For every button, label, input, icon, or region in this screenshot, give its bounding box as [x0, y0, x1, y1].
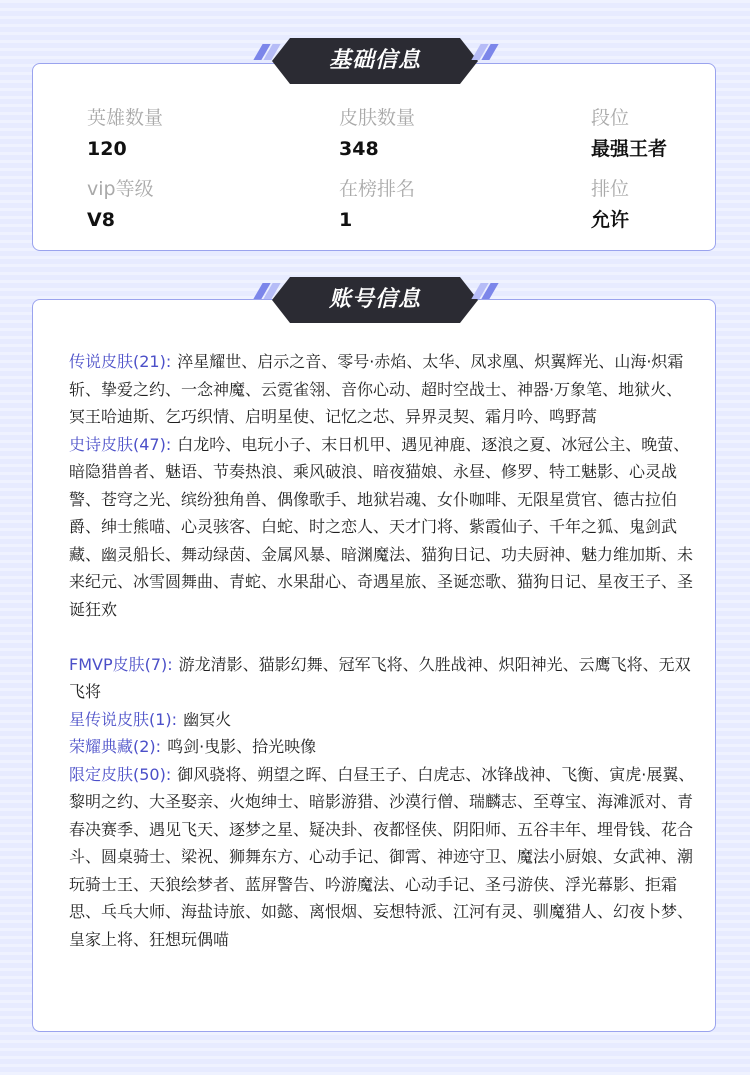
fmvp-skins-section	[69, 651, 695, 706]
section-heading: 限定皮肤(50):	[69, 764, 172, 784]
skin-list: 鸣剑·曳影、拾光映像	[167, 737, 317, 756]
skin-list: 淬星耀世、启示之音、零号·赤焰、太华、凤求凰、炽翼辉光、山海·炽霜斩、挚爱之约、一念神魔、云霓雀翎、音你心动、超时空战士、神器·万象笔、地狱火、冥王哈迪斯、乞巧织情、启明星使、记忆之芯、异界灵契、霜月吟、鸣野蒿	[69, 352, 684, 426]
stat-hero-count	[87, 104, 287, 163]
section-spacer	[69, 623, 695, 651]
limited-skins-section	[69, 761, 695, 954]
stat-label: 排位	[591, 178, 630, 200]
stat-label: 皮肤数量	[339, 107, 416, 129]
epic-skins-section	[69, 431, 695, 624]
section-heading: 荣耀典藏(2):	[69, 737, 162, 756]
stat-value: 1	[339, 209, 353, 231]
skin-list: 幽冥火	[183, 709, 232, 729]
stat-value: 允许	[591, 209, 630, 231]
stat-label: 段位	[591, 107, 630, 129]
skin-list: 白龙吟、电玩小子、末日机甲、遇见神鹿、逐浪之夏、冰冠公主、晚萤、暗隐猎兽者、魅语、节奏热浪、乘风破浪、暗夜猫娘、永昼、修罗、特工魅影、心灵战警、苍穹之光、缤纷独角兽、偶像歌手、地狱岩魂、女仆咖啡、无限星赏官、德古拉伯爵、绅士熊喵、心灵骇客、白蛇、时之恋人、天才门将、紫霞仙子、千年之狐、鬼剑武藏、幽灵船长、舞动绿茵、金属风暴、暗渊魔法、猫狗日记、功夫厨神、魅力维加斯、未来纪元、冰雪圆舞曲、青蛇、水果甜心、奇遇星旅、圣诞恋歌、猫狗日记、星夜王子、圣诞狂欢	[69, 434, 694, 619]
section-heading: 星传说皮肤(1):	[69, 709, 178, 729]
star-legend-skins-section	[69, 706, 695, 734]
section-heading: FMVP皮肤(7):	[69, 654, 173, 674]
glory-collection-section	[69, 733, 695, 761]
stat-label: vip等级	[87, 178, 154, 200]
account-info-card	[32, 299, 716, 1032]
account-info-banner	[250, 277, 500, 323]
basic-info-banner	[250, 38, 500, 84]
stat-leaderboard-rank	[339, 175, 539, 234]
stat-value: 348	[339, 138, 379, 160]
basic-info-card	[32, 63, 716, 251]
stat-value: 120	[87, 138, 127, 160]
stat-vip-level	[87, 175, 287, 234]
stat-label: 在榜排名	[339, 178, 416, 200]
stat-skin-count	[339, 104, 539, 163]
section-heading: 史诗皮肤(47):	[69, 434, 172, 454]
skin-list: 御风骁将、朔望之晖、白昼王子、白虎志、冰锋战神、飞衡、寅虎·展翼、黎明之约、大圣娶亲、火炮绅士、暗影游猎、沙漠行僧、瑞麟志、至尊宝、海滩派对、青春决赛季、遇见飞天、逐梦之星、疑决卦、夜都怪侠、阴阳师、五谷丰年、埋骨钱、花合斗、圆桌骑士、梁祝、狮舞东方、心动手记、御霄、神迹守卫、魔法小厨娘、女武神、潮玩骑士王、天狼绘梦者、蓝屏警告、吟游魔法、心动手记、圣弓游侠、浮光幕影、拒霜思、乓乓大师、海盐诗旅、如懿、离恨烟、妄想特派、江河有灵、驯魔猎人、幻夜卜梦、皇家上将、狂想玩偶喵	[69, 764, 695, 949]
skin-sections	[69, 348, 695, 953]
stat-value: 最强王者	[591, 138, 668, 160]
stat-label: 英雄数量	[87, 107, 164, 129]
skin-list: 游龙清影、猫影幻舞、冠军飞将、久胜战神、炽阳神光、云鹰飞将、无双飞将	[69, 654, 691, 701]
section-title: 基础信息	[328, 48, 421, 73]
section-title: 账号信息	[328, 287, 421, 312]
legend-skins-section	[69, 348, 695, 431]
stat-value: V8	[87, 209, 115, 231]
section-heading: 传说皮肤(21):	[69, 352, 172, 371]
stat-rank-tier	[591, 104, 750, 163]
stat-ranked-allowed	[591, 175, 750, 234]
